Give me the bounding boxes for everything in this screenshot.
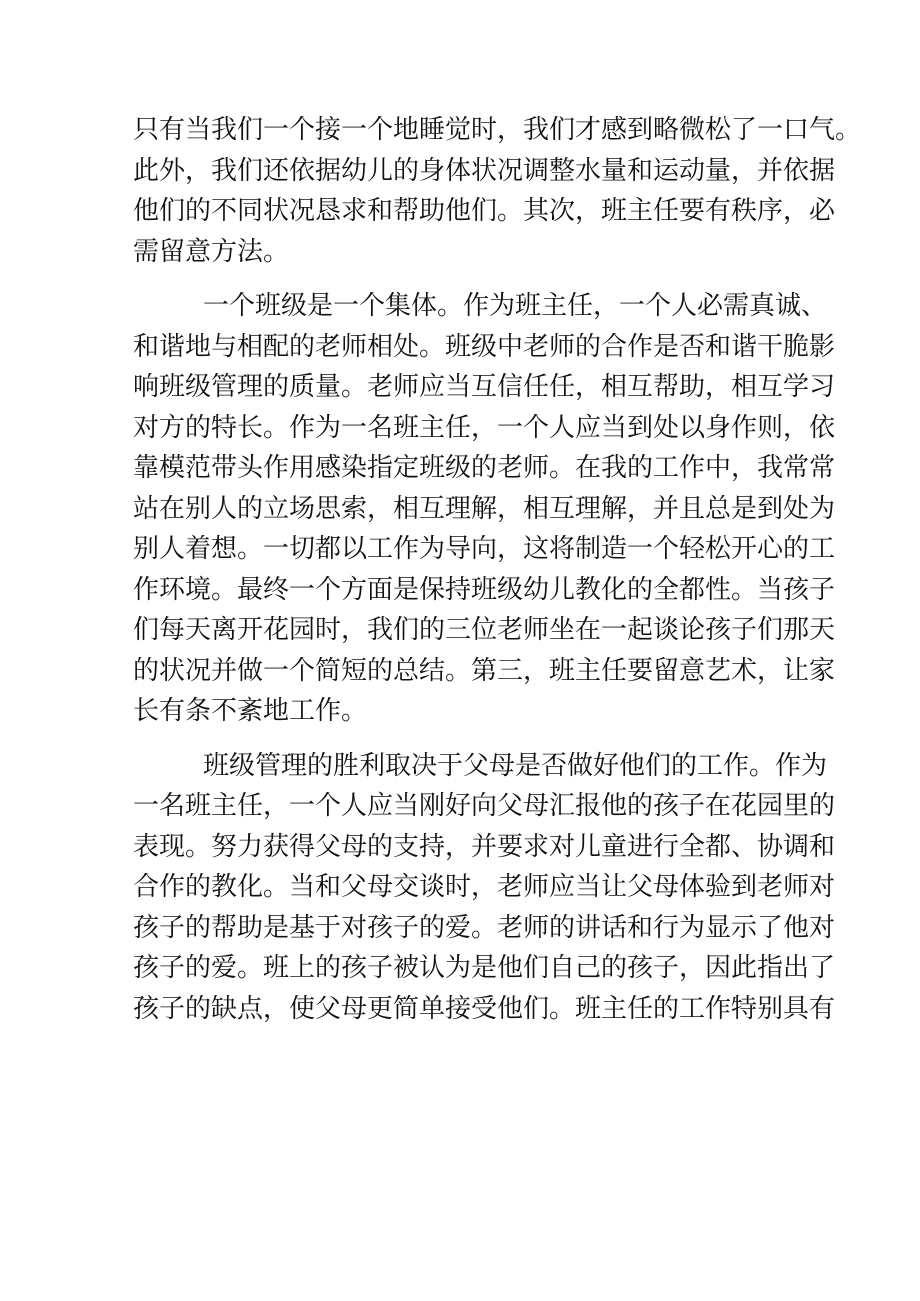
- text-line: 他们的不同状况恳求和帮助他们。其次，班主任要有秩序，必: [133, 196, 836, 226]
- text-line: 们每天离开花园时，我们的三位老师坐在一起谈论孩子们那天: [133, 615, 836, 645]
- paragraph-2: [133, 286, 836, 732]
- text-line: 孩子的爱。班上的孩子被认为是他们自己的孩子，因此指出了: [133, 953, 836, 983]
- text-line: 靠模范带头作用感染指定班级的老师。在我的工作中，我常常: [133, 453, 836, 483]
- text-line: 合作的教化。当和父母交谈时，老师应当让父母体验到老师对: [133, 872, 836, 902]
- text-line: 作环境。最终一个方面是保持班级幼儿教化的全都性。当孩子: [133, 574, 836, 605]
- text-line: 孩子的缺点，使父母更简单接受他们。班主任的工作特别具有: [133, 993, 836, 1024]
- text-line: 的状况并做一个简短的总结。第三，班主任要留意艺术，让家: [133, 655, 836, 686]
- text-line: 和谐地与相配的老师相处。班级中老师的合作是否和谐干脆影: [133, 331, 836, 362]
- text-line: 班级管理的胜利取决于父母是否做好他们的工作。作为: [203, 750, 828, 781]
- text-line: 对方的特长。作为一名班主任，一个人应当到处以身作则，依: [133, 412, 836, 443]
- text-line: 表现。努力获得父母的支持，并要求对儿童进行全都、协调和: [133, 831, 836, 862]
- text-line: 一名班主任，一个人应当刚好向父母汇报他的孩子在花园里的: [133, 791, 836, 821]
- paragraph-3: [133, 746, 836, 1030]
- text-line: 长有条不紊地工作。: [133, 696, 368, 726]
- text-line: 孩子的帮助是基于对孩子的爱。老师的讲话和行为显示了他对: [133, 912, 836, 943]
- paragraph-1: [133, 110, 862, 272]
- text-line: 别人着想。一切都以工作为导向，这将制造一个轻松开心的工: [133, 534, 836, 564]
- text-line: 只有当我们一个接一个地睡觉时，我们才感到略微松了一口气。: [133, 115, 862, 145]
- text-line: 此外，我们还依据幼儿的身体状况调整水量和运动量，并依据: [133, 155, 836, 186]
- text-line: 一个班级是一个集体。作为班主任，一个人必需真诚、: [203, 291, 828, 321]
- text-line: 响班级管理的质量。老师应当互信任任，相互帮助，相互学习: [133, 372, 836, 402]
- body-text: [133, 110, 862, 1043]
- text-line: 需留意方法。: [133, 236, 290, 267]
- text-line: 站在别人的立场思索，相互理解，相互理解，并且总是到处为: [133, 493, 836, 524]
